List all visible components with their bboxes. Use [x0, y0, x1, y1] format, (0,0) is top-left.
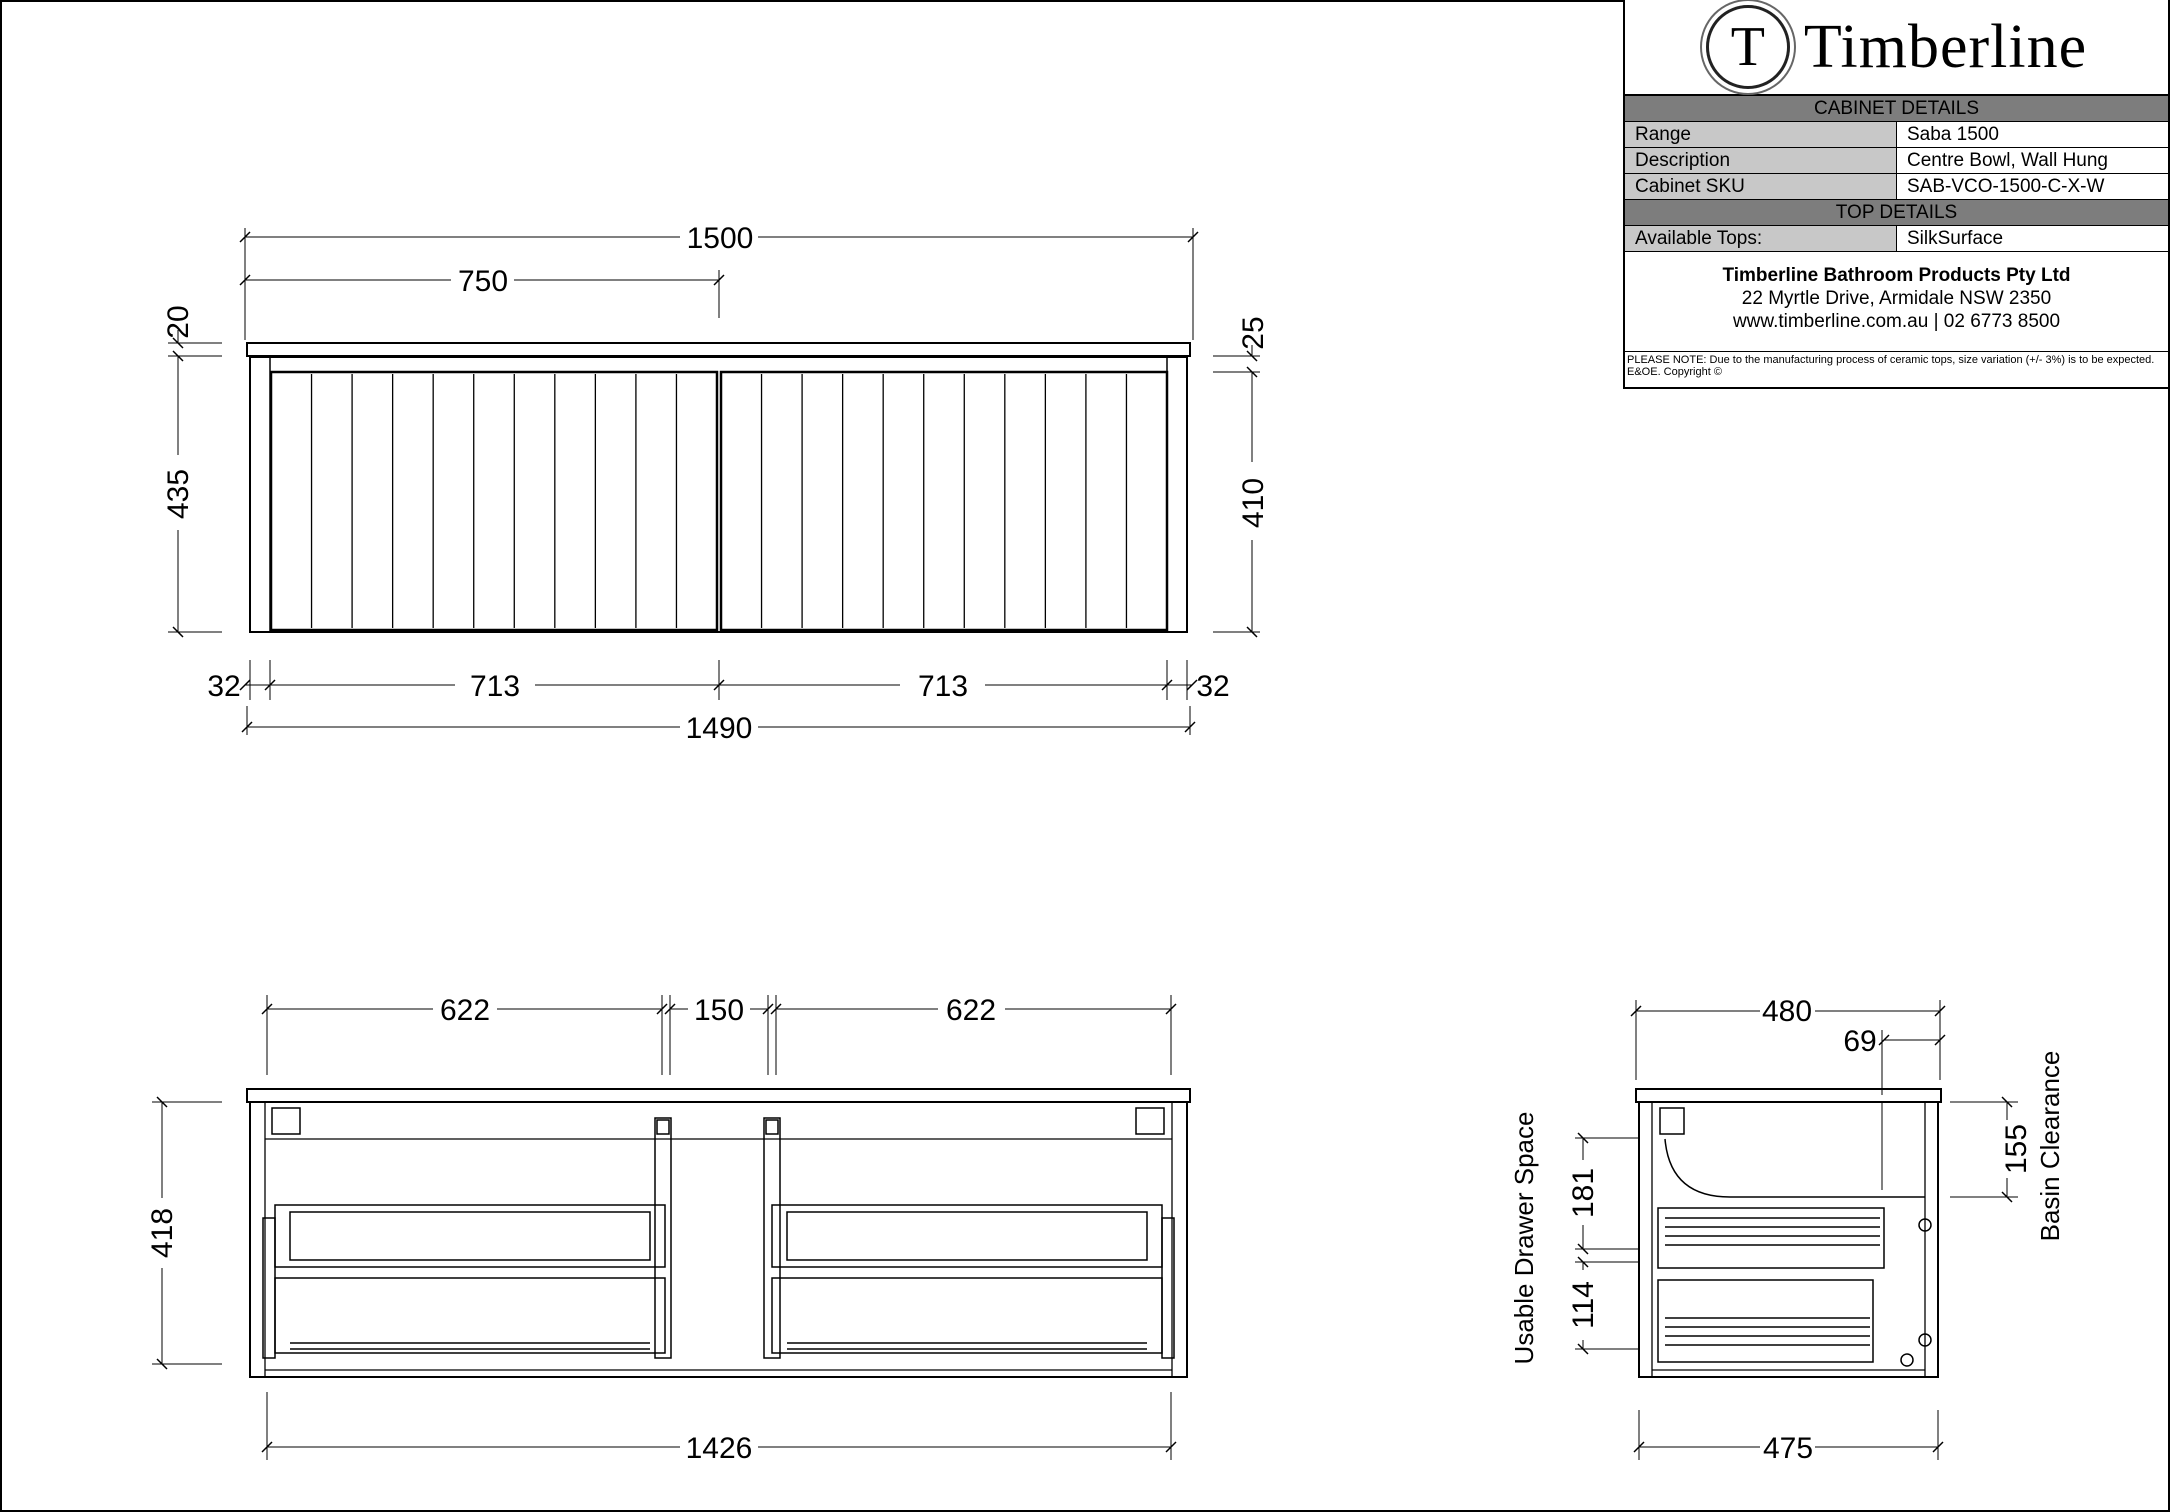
dim-right-side: 32	[1196, 670, 1230, 703]
rear-drawer-right	[764, 1118, 1174, 1358]
cabinet-details-header: CABINET DETAILS	[1625, 96, 2168, 122]
dim-half-width: 750	[457, 265, 509, 298]
dim-upper-drawer: 181	[1567, 1167, 1600, 1219]
title-block	[1623, 0, 2168, 389]
company-contact[interactable]: www.timberline.com.au | 02 6773 8500	[1732, 311, 2061, 332]
label-usable-drawer-space: Usable Drawer Space	[1509, 1111, 1539, 1365]
company-info	[1625, 252, 2168, 352]
front-view	[168, 228, 1260, 735]
dim-overall-height: 435	[162, 468, 195, 520]
detail-row-sku	[1625, 174, 2168, 200]
detail-row-tops	[1625, 226, 2168, 252]
detail-label: Description	[1625, 148, 1897, 173]
logo-emblem: T	[1706, 5, 1790, 89]
label-basin-clearance: Basin Clearance	[2035, 1050, 2065, 1242]
front-door-right	[721, 372, 1167, 630]
dim-internal-width: 1426	[685, 1432, 753, 1465]
dim-base-depth: 475	[1762, 1432, 1814, 1465]
dim-door-left: 713	[469, 670, 521, 703]
brand-logo	[1625, 0, 2168, 96]
dim-lower-drawer: 114	[1567, 1281, 1600, 1329]
dim-cabinet-width: 1490	[685, 712, 753, 745]
detail-row-range	[1625, 122, 2168, 148]
detail-row-description	[1625, 148, 2168, 174]
side-top-slab	[1636, 1089, 1941, 1102]
rear-view	[152, 995, 1190, 1460]
dim-drawer-right: 622	[945, 994, 997, 1027]
brand-name: Timberline	[1803, 12, 2088, 81]
company-name: Timberline Bathroom Products Pty Ltd	[1722, 265, 2071, 286]
dim-drawer-left: 622	[439, 994, 491, 1027]
detail-value: Centre Bowl, Wall Hung	[1907, 150, 2108, 171]
top-details-header: TOP DETAILS	[1625, 200, 2168, 226]
rear-drawer-left	[263, 1118, 671, 1358]
dim-basin-offset: 69	[1843, 1025, 1877, 1058]
dim-top-thickness: 20	[162, 305, 195, 339]
front-door-left	[271, 372, 717, 630]
front-cabinet-body	[250, 357, 1187, 632]
dim-overall-width: 1500	[686, 222, 754, 255]
disclaimer-note: PLEASE NOTE: Due to the manufacturing process of ceramic tops, size variation (+/- 3%) is to be expected. E&OE. Copyright ©	[1627, 354, 2155, 378]
dim-rear-height: 418	[146, 1207, 179, 1259]
company-address: 22 Myrtle Drive, Armidale NSW 2350	[1741, 288, 2052, 309]
dim-left-side: 32	[207, 670, 241, 703]
detail-label: Range	[1625, 122, 1897, 147]
detail-value: SAB-VCO-1500-C-X-W	[1907, 176, 2105, 197]
side-basin-bowl	[1665, 1139, 1925, 1197]
front-top-slab	[247, 343, 1190, 356]
detail-value: SilkSurface	[1907, 228, 2004, 249]
dim-cabinet-height: 410	[1237, 477, 1270, 529]
rear-top-slab	[247, 1089, 1190, 1102]
dim-door-right: 713	[917, 670, 969, 703]
dim-basin-clearance: 155	[2000, 1123, 2033, 1175]
dim-depth: 480	[1761, 995, 1813, 1028]
detail-label: Available Tops:	[1625, 226, 1897, 251]
detail-value: Saba 1500	[1907, 124, 1999, 145]
dim-gap: 150	[693, 994, 745, 1027]
side-view-labels	[1509, 995, 2065, 1465]
detail-label: Cabinet SKU	[1625, 174, 1897, 199]
dim-top-thickness-right: 25	[1237, 316, 1270, 350]
side-view	[1575, 1000, 2018, 1460]
rear-view-labels	[146, 994, 996, 1465]
rear-cabinet-body	[250, 1102, 1187, 1377]
